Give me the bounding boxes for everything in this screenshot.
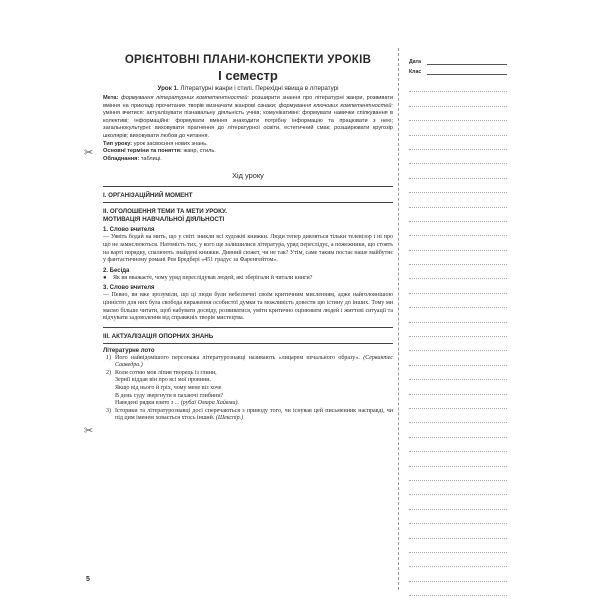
section-announcement-line2: МОТИВАЦІЯ НАВЧАЛЬНОЇ ДІЯЛЬНОСТІ <box>103 216 225 224</box>
goal-italic-2: формування ключових компетентностей: <box>278 102 393 109</box>
note-line <box>409 265 507 279</box>
lesson-title <box>103 85 393 92</box>
course-heading: Хід уроку <box>232 171 264 181</box>
goal-text-2: уміння вчитися: актуалізувати пізнавальну діяльність учнів; комунікативні: формувати навички спілкування в колективі; інформаційні: формувати вміння знаходити потрібну інформацію та працювати з нею; загальнокультурні: виховувати прагнення до літературної освіти, естетичний смак; розширювати кругозір школярів; виховувати любов до читання. <box>103 110 393 139</box>
class-field[interactable] <box>409 68 515 75</box>
lotto-item-3 <box>103 408 393 423</box>
poem-line-4: В день суду звергнути в пахаючі глибини? <box>115 392 224 399</box>
note-line <box>409 107 507 121</box>
note-line <box>409 467 507 481</box>
note-line <box>409 222 507 236</box>
note-line <box>409 395 507 409</box>
goal-text-1: розширити знання про літературні жанри, розвивати вміння на прикладі прочитаних творів визначати жанрові ознаки; <box>103 95 394 109</box>
terms-label: Основні терміни та поняття: <box>103 148 182 155</box>
note-line <box>409 208 507 222</box>
item-answer: (Сервантес Сааведра.) <box>115 354 394 369</box>
divider <box>103 343 393 344</box>
semester-heading: І семестр <box>218 68 278 83</box>
item-text: Його найвідомішого персонажа літературознавці називають «лицарем печального образу». <box>115 354 360 361</box>
item-answer: (рубаї Омара Хайяма). <box>180 400 240 407</box>
note-line <box>409 438 507 452</box>
note-line <box>409 92 507 106</box>
goal-label: Мета: <box>103 95 119 101</box>
note-line <box>409 251 507 265</box>
equipment-text: таблиці. <box>140 155 162 162</box>
note-line <box>409 510 507 524</box>
item-text: Наведені рядки взято з ... <box>115 400 180 407</box>
notes-lines <box>399 78 515 596</box>
section-announcement-line1: II. ОГОЛОШЕННЯ ТЕМИ ТА МЕТИ УРОКУ. <box>103 208 227 216</box>
item-number: 1) <box>106 354 111 361</box>
divider <box>103 202 393 203</box>
note-line <box>409 337 507 351</box>
main-column <box>103 48 393 423</box>
note-line <box>409 78 507 92</box>
class-line[interactable] <box>427 68 507 75</box>
note-line <box>409 366 507 380</box>
note-line <box>409 193 507 207</box>
date-label: Дата <box>409 59 422 65</box>
note-line <box>409 179 507 193</box>
class-label: Клас <box>409 69 422 75</box>
lesson-terms <box>103 148 393 156</box>
lotto-item-2 <box>103 370 393 408</box>
subsection-conversation: 2. Бесіда <box>103 267 130 274</box>
type-label: Тип уроку: <box>103 140 133 147</box>
note-line <box>409 380 507 394</box>
note-line <box>409 236 507 250</box>
item-text: Історики та літературознавці досі сперечаються з приводу того, чи існував цей письменник насправді, чи під цим іменем ховається хтось інший. <box>115 407 393 422</box>
note-line <box>409 567 507 581</box>
section-announcement <box>103 208 393 224</box>
note-line <box>409 409 507 423</box>
note-line <box>409 582 507 596</box>
note-line <box>409 150 507 164</box>
note-line <box>409 279 507 293</box>
note-line <box>409 308 507 322</box>
equipment-label: Обладнання: <box>103 155 140 162</box>
note-line <box>409 121 507 135</box>
question-item <box>103 275 393 283</box>
lesson-topic: Літературні жанри і стилі. Перехідні явища в літературі <box>180 85 339 92</box>
note-line <box>409 136 507 150</box>
date-line[interactable] <box>427 58 507 65</box>
lotto-heading: Літературне лото <box>103 347 155 354</box>
lotto-item-1 <box>103 355 393 370</box>
note-line <box>409 323 507 337</box>
note-line <box>409 524 507 538</box>
scissors-icon: ✂ <box>84 147 94 159</box>
divider <box>103 186 393 187</box>
note-line <box>409 164 507 178</box>
divider <box>103 327 393 328</box>
lesson-number: Урок 1. <box>157 85 179 92</box>
lesson-type <box>103 141 393 149</box>
item-number: 2) <box>106 369 111 376</box>
note-line <box>409 553 507 567</box>
page-number: 5 <box>86 576 90 583</box>
bullet-icon: ● <box>103 274 107 281</box>
paragraph-teacher-1: — Уявіть бодай на мить, що у світі зникли всі художні книжки. Люди тепер дивляться тільки телевізор і ні про що не замислюються. Натомість тих, у кого ще залишилися література, уряд переслідує, а пожежники, що стоять на варті порядку, спалюють знайдені книжки. Дивний сюжет, чи не так? Утім, саме таким постає наше майбутнє у фантастичному романі Рея Бредбері «451 градус за Фаренгейтом». <box>103 234 393 264</box>
poem-line-1: Коли сотню мов ліпив творець із глини, <box>115 369 217 376</box>
date-field[interactable] <box>409 58 515 65</box>
terms-text: жанр, стиль. <box>183 148 216 155</box>
subsection-teacher-word-2: 3. Слово вчителя <box>103 285 155 292</box>
note-line <box>409 294 507 308</box>
scissors-icon: ✂ <box>84 425 94 437</box>
lesson-equipment <box>103 156 393 164</box>
type-text: урок засвоєння нових знань. <box>133 140 208 147</box>
lesson-goal <box>103 95 393 141</box>
note-line <box>409 351 507 365</box>
question-text: Як ви вважаєте, чому уряд переслідував людей, які зберігали й читали книги? <box>113 274 313 281</box>
note-line <box>409 481 507 495</box>
notes-column <box>398 48 515 590</box>
note-line <box>409 423 507 437</box>
page-title: ОРІЄНТОВНІ ПЛАНИ-КОНСПЕКТИ УРОКІВ <box>124 54 372 66</box>
poem-line-2: Зернії віддав він про всі мої провини. <box>115 377 212 384</box>
goal-italic-1: формування літературних компетентностей: <box>120 95 250 101</box>
item-answer: (Шекспір.) <box>215 415 244 422</box>
note-line <box>409 452 507 466</box>
section-actualization: III. АКТУАЛІЗАЦІЯ ОПОРНИХ ЗНАНЬ <box>103 332 214 340</box>
note-line <box>409 539 507 553</box>
note-line <box>409 495 507 509</box>
paragraph-teacher-2: — Певно, ви вже зрозуміли, що ці люди були небезпечні своїм критичним мисленням, адже найголовнішою цінністю для них була свобода вираження особистої думки та можливість довести цю істину до інших. Тому ми маємо більше читати, щоб набувати досвіду, розвиватися, уміти критично оцінювати людей і життєві ситуації та відчувати задоволення від справжніх творів мистецтва. <box>103 292 393 322</box>
section-organization: I. ОРГАНІЗАЦІЙНИЙ МОМЕНТ <box>103 192 193 200</box>
poem-line-3: Якщо від нього й гріх, чому мене віз хоче <box>115 385 222 392</box>
item-number: 3) <box>106 407 111 414</box>
subsection-teacher-word-1: 1. Слово вчителя <box>103 227 155 234</box>
